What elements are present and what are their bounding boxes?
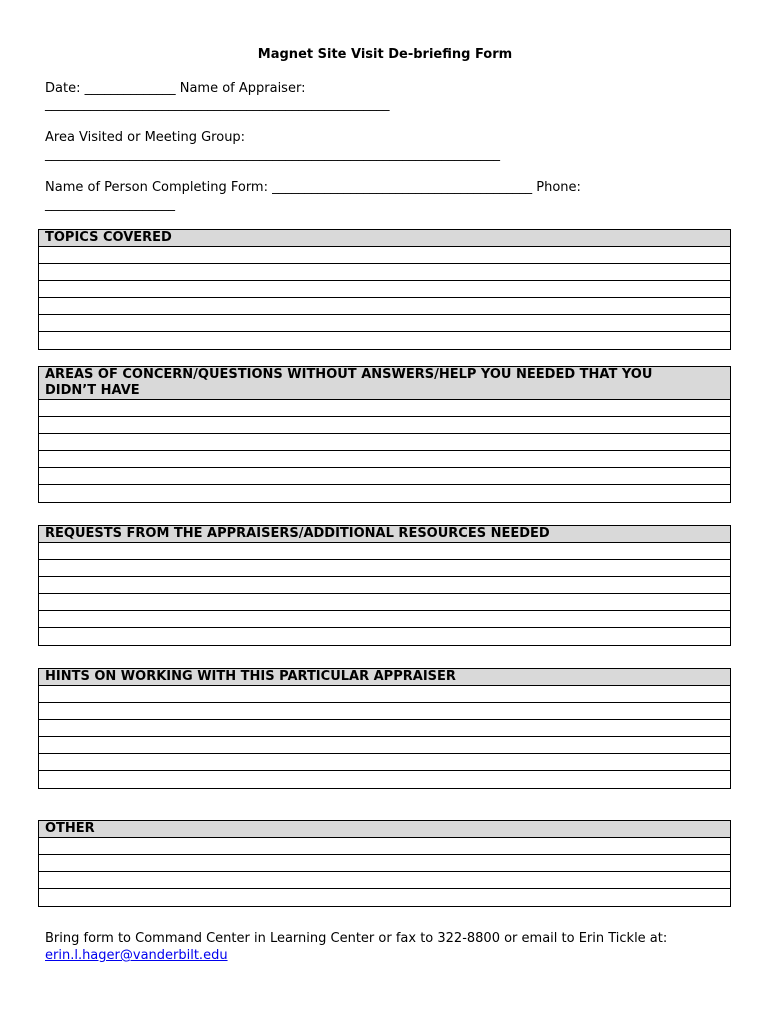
table-row[interactable]: [39, 247, 730, 264]
table-row[interactable]: [39, 468, 730, 485]
areas-of-concern-header: [39, 367, 730, 400]
table-row[interactable]: [39, 298, 730, 315]
table-row[interactable]: [39, 754, 730, 771]
other-header: OTHER: [39, 821, 730, 838]
form-title: Magnet Site Visit De-briefing Form: [257, 47, 513, 62]
topics-covered-rows: [39, 247, 730, 349]
table-row[interactable]: [39, 417, 730, 434]
hints-section: [38, 668, 731, 789]
requests-rows: [39, 543, 730, 645]
email-link[interactable]: erin.l.hager@vanderbilt.edu: [45, 948, 228, 963]
table-row[interactable]: [39, 628, 730, 645]
appraiser-name-blank[interactable]: _____________________________________________________: [45, 97, 390, 112]
other-section: [38, 820, 731, 907]
table-row[interactable]: [39, 577, 730, 594]
requests-section: [38, 525, 731, 646]
table-row[interactable]: [39, 315, 730, 332]
table-row[interactable]: [39, 771, 730, 788]
areas-of-concern-header-line1: AREAS OF CONCERN/QUESTIONS WITHOUT ANSWERS/HELP YOU NEEDED THAT YOU: [45, 367, 653, 382]
table-row[interactable]: [39, 703, 730, 720]
table-row[interactable]: [39, 686, 730, 703]
areas-of-concern-rows: [39, 400, 730, 502]
hints-rows: [39, 686, 730, 788]
area-visited-label: Area Visited or Meeting Group:: [45, 130, 246, 145]
other-rows: [39, 838, 730, 906]
table-row[interactable]: [39, 485, 730, 502]
topics-covered-header: TOPICS COVERED: [39, 230, 730, 247]
table-row[interactable]: [39, 872, 730, 889]
table-row[interactable]: [39, 855, 730, 872]
footer-text: Bring form to Command Center in Learning Center or fax to 322-8800 or email to Erin Tickle at:: [45, 931, 668, 946]
table-row[interactable]: [39, 720, 730, 737]
table-row[interactable]: [39, 560, 730, 577]
table-row[interactable]: [39, 400, 730, 417]
table-row[interactable]: [39, 737, 730, 754]
table-row[interactable]: [39, 889, 730, 906]
table-row[interactable]: [39, 451, 730, 468]
table-row[interactable]: [39, 594, 730, 611]
areas-of-concern-section: [38, 366, 731, 503]
table-row[interactable]: [39, 281, 730, 298]
person-completing-line[interactable]: Name of Person Completing Form: ________________________________________ Phone:: [45, 180, 581, 195]
footer-instructions: [45, 930, 667, 964]
topics-covered-section: [38, 229, 731, 350]
table-row[interactable]: [39, 543, 730, 560]
table-row[interactable]: [39, 264, 730, 281]
date-and-appraiser-line[interactable]: Date: ______________ Name of Appraiser:: [45, 81, 306, 96]
requests-header: REQUESTS FROM THE APPRAISERS/ADDITIONAL RESOURCES NEEDED: [39, 526, 730, 543]
table-row[interactable]: [39, 611, 730, 628]
hints-header: HINTS ON WORKING WITH THIS PARTICULAR APPRAISER: [39, 669, 730, 686]
phone-blank[interactable]: ____________________: [45, 197, 175, 212]
table-row[interactable]: [39, 838, 730, 855]
areas-of-concern-header-line2: DIDN’T HAVE: [45, 383, 140, 398]
table-row[interactable]: [39, 434, 730, 451]
area-visited-blank[interactable]: ______________________________________________________________________: [45, 147, 500, 162]
table-row[interactable]: [39, 332, 730, 349]
